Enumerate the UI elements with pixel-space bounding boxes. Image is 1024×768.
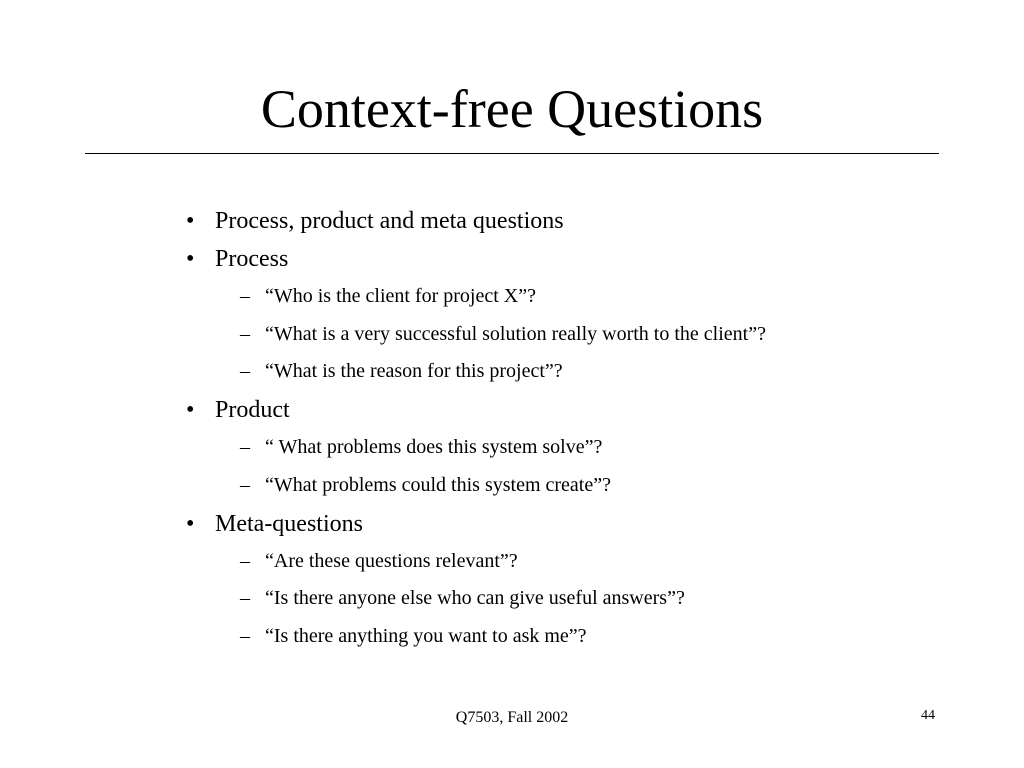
bullet-text: Process: [215, 246, 289, 272]
sub-bullet-item: [186, 353, 946, 391]
page-number: 44: [921, 708, 935, 723]
bullet-text: Meta-questions: [215, 510, 363, 537]
sub-bullet-text: “Are these questions relevant”?: [265, 549, 518, 572]
dash-marker: –: [240, 322, 250, 345]
dash-marker: –: [240, 360, 250, 383]
dash-marker: –: [240, 436, 250, 459]
bullet-item: [186, 391, 946, 429]
sub-bullet-text: “ What problems does this system solve”?: [265, 436, 603, 459]
bullet-text: Product: [215, 397, 290, 424]
dash-marker: –: [240, 587, 250, 610]
dash-marker: –: [240, 285, 250, 307]
sub-bullet-group: [186, 429, 946, 504]
sub-bullet-group: [186, 278, 946, 391]
sub-bullet-item: [186, 543, 946, 581]
bullet-marker: •: [186, 208, 195, 234]
bullet-text: Process, product and meta questions: [215, 208, 564, 234]
sub-bullet-text: “What is the reason for this project”?: [265, 360, 563, 383]
sub-bullet-text: “Who is the client for project X”?: [265, 285, 536, 307]
bullet-list: [186, 202, 946, 656]
bullet-marker: •: [186, 397, 195, 424]
sub-bullet-item: [186, 580, 946, 618]
bullet-item: [186, 505, 946, 543]
sub-bullet-text: “Is there anything you want to ask me”?: [265, 624, 587, 647]
bullet-item: [186, 240, 946, 278]
bullet-item: [186, 202, 946, 240]
bullet-marker: •: [186, 246, 195, 272]
sub-bullet-item: [186, 618, 946, 656]
title-divider: [85, 153, 939, 154]
sub-bullet-item: [186, 429, 946, 467]
dash-marker: –: [240, 624, 250, 647]
sub-bullet-text: “Is there anyone else who can give useful answers”?: [265, 587, 685, 610]
sub-bullet-group: [186, 543, 946, 656]
sub-bullet-text: “What is a very successful solution really worth to the client”?: [265, 322, 766, 345]
sub-bullet-text: “What problems could this system create”?: [265, 473, 611, 496]
sub-bullet-item: [186, 278, 946, 316]
bullet-marker: •: [186, 510, 195, 537]
sub-bullet-item: [186, 316, 946, 354]
slide-title: Context-free Questions: [260, 79, 764, 139]
dash-marker: –: [240, 549, 250, 572]
slide-footer: Q7503, Fall 2002: [455, 709, 569, 726]
dash-marker: –: [240, 473, 250, 496]
sub-bullet-item: [186, 467, 946, 505]
